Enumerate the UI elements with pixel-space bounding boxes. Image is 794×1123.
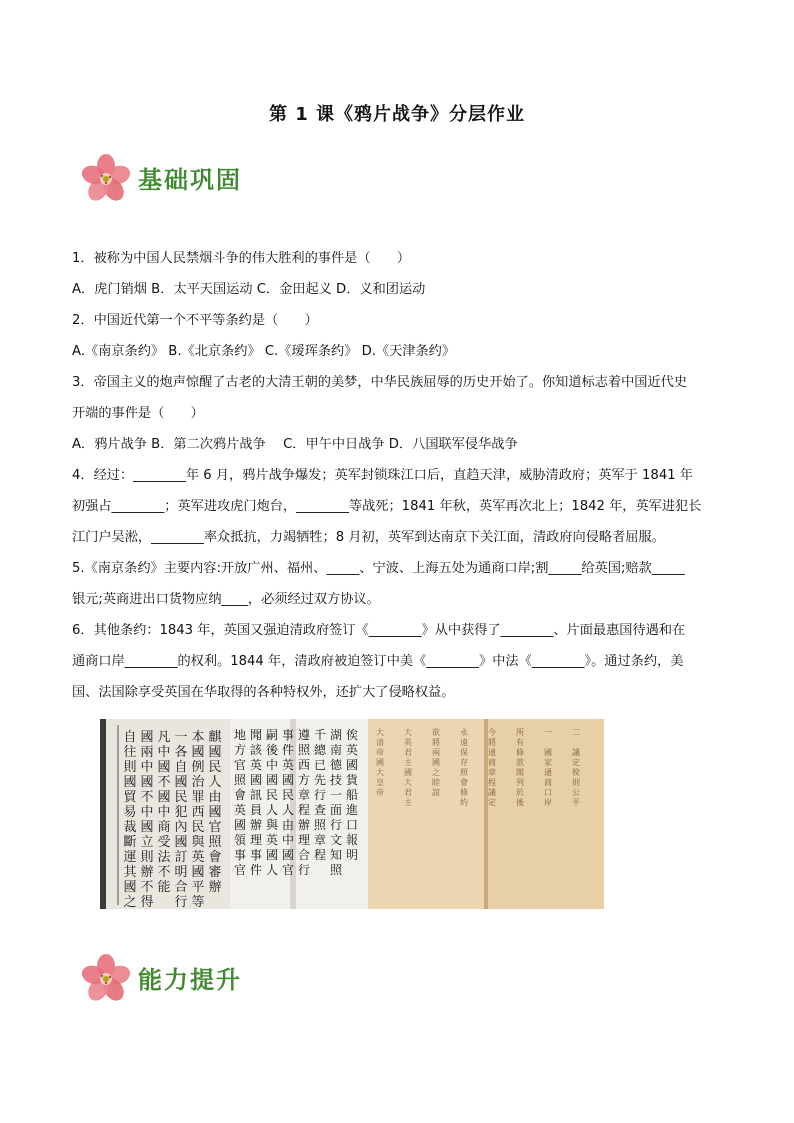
document-glyph: 件 xyxy=(249,863,263,877)
question-3-options: A．鸦片战争 B．第二次鸦片战争 C．甲午中日战争 D．八国联军侵华战争 xyxy=(72,437,518,452)
document-glyph: 國 xyxy=(140,730,154,745)
document-glyph: 文 xyxy=(329,833,343,847)
document-glyph: 後 xyxy=(516,798,524,807)
document-glyph: 照 xyxy=(233,773,247,787)
document-glyph: 人 xyxy=(208,775,222,790)
document-glyph: 章 xyxy=(313,833,327,847)
document-glyph: 中 xyxy=(157,805,171,820)
question-list xyxy=(72,243,732,708)
question-4-line-1: 4．经过：________年 6 月，鸦片战争爆发；英军封锁珠江口后，直趋天津，威胁清政府；英军于 1841 年 xyxy=(72,468,693,483)
document-glyph: 議 xyxy=(572,748,580,757)
document-glyph: 通 xyxy=(544,768,552,777)
document-glyph: 大 xyxy=(376,728,384,737)
document-glyph: 事 xyxy=(249,848,263,862)
document-glyph: 由 xyxy=(208,790,222,805)
document-glyph: 能 xyxy=(157,880,171,895)
document-glyph: 口 xyxy=(345,818,359,832)
document-glyph: 中 xyxy=(140,805,154,820)
document-glyph: 條 xyxy=(516,748,524,757)
document-glyph: 技 xyxy=(329,773,343,787)
document-glyph: 後 xyxy=(265,743,279,757)
document-glyph: 民 xyxy=(174,790,188,805)
document-glyph: 大 xyxy=(376,768,384,777)
question-4-line-2: 初强占________；英军进攻虎门炮台，________等战死；1841 年秋，英军再次北上；1842 年，英军进犯长 xyxy=(72,499,702,514)
document-glyph: 有 xyxy=(516,738,524,747)
document-glyph: 英 xyxy=(281,758,295,772)
document-glyph: 國 xyxy=(174,835,188,850)
document-glyph: 程 xyxy=(297,803,311,817)
document-glyph: 一 xyxy=(329,788,343,802)
document-glyph: 湖 xyxy=(329,728,343,742)
document-glyph: 俟 xyxy=(345,728,359,742)
document-glyph: 英 xyxy=(191,850,205,865)
document-glyph: 條 xyxy=(460,788,468,797)
document-glyph: 中 xyxy=(157,745,171,760)
document-glyph: 商 xyxy=(544,778,552,787)
document-glyph: 員 xyxy=(249,803,263,817)
document-glyph: 章 xyxy=(488,768,496,777)
document-glyph: 南 xyxy=(329,743,343,757)
document-glyph: 國 xyxy=(140,775,154,790)
document-glyph: 船 xyxy=(345,788,359,802)
document-glyph: 易 xyxy=(123,805,137,820)
plum-flower-icon xyxy=(78,950,134,1006)
document-glyph: 與 xyxy=(265,818,279,832)
document-glyph: 稅 xyxy=(572,768,580,777)
document-glyph: 平 xyxy=(572,798,580,807)
document-glyph: 斷 xyxy=(123,835,137,850)
plum-flower-icon xyxy=(78,150,134,206)
document-glyph: 不 xyxy=(157,775,171,790)
document-glyph: 官 xyxy=(233,758,247,772)
document-glyph: 國 xyxy=(157,790,171,805)
question-2: 2．中国近代第一个不平等条约是（ ） xyxy=(72,313,318,328)
document-glyph: 人 xyxy=(281,803,295,817)
document-glyph: 內 xyxy=(174,820,188,835)
document-glyph: 犯 xyxy=(174,805,188,820)
question-2-options: A.《南京条约》 B.《北京条约》 C.《瑷珲条约》 D.《天津条约》 xyxy=(72,344,456,359)
document-glyph: 照 xyxy=(297,743,311,757)
document-glyph: 與 xyxy=(191,835,205,850)
document-glyph: 民 xyxy=(208,760,222,775)
document-glyph: 照 xyxy=(329,863,343,877)
document-glyph: 該 xyxy=(249,743,263,757)
document-glyph: 民 xyxy=(281,788,295,802)
document-glyph: 英 xyxy=(404,738,412,747)
document-glyph: 約 xyxy=(460,798,468,807)
document-glyph: 等 xyxy=(191,895,205,909)
document-glyph: 裁 xyxy=(123,820,137,835)
document-glyph: 國 xyxy=(265,848,279,862)
document-glyph: 程 xyxy=(488,778,496,787)
question-3-line-1: 3．帝国主义的炮声惊醒了古老的大清王朝的美梦，中华民族屈辱的历史开始了。你知道标志着中国近代史 xyxy=(72,375,688,390)
document-glyph: 國 xyxy=(265,773,279,787)
document-glyph: 人 xyxy=(265,803,279,817)
document-glyph: 法 xyxy=(157,850,171,865)
document-glyph: 事 xyxy=(281,728,295,742)
document-glyph: 今 xyxy=(488,728,496,737)
document-glyph: 往 xyxy=(123,745,137,760)
document-glyph: 辦 xyxy=(208,880,222,895)
document-glyph: 聞 xyxy=(249,728,263,742)
section-heading-basic xyxy=(78,150,338,206)
document-glyph: 治 xyxy=(191,775,205,790)
document-glyph: 貿 xyxy=(123,790,137,805)
treaty-photo-right xyxy=(368,719,604,909)
document-glyph: 永 xyxy=(460,728,468,737)
document-glyph: 兩 xyxy=(432,748,440,757)
document-glyph: 國 xyxy=(208,745,222,760)
document-glyph: 總 xyxy=(313,743,327,757)
document-glyph: 面 xyxy=(329,803,343,817)
document-glyph: 皇 xyxy=(376,778,384,787)
document-glyph: 君 xyxy=(404,788,412,797)
document-glyph: 會 xyxy=(208,850,222,865)
document-glyph: 主 xyxy=(404,798,412,807)
document-glyph: 國 xyxy=(404,768,412,777)
document-glyph: 照 xyxy=(208,835,222,850)
document-glyph: 國 xyxy=(233,818,247,832)
document-glyph: 睦 xyxy=(432,778,440,787)
question-1-options: A．虎门销烟 B．太平天国运动 C．金田起义 D．义和团运动 xyxy=(72,282,426,297)
document-glyph: 二 xyxy=(572,728,580,737)
document-glyph: 遠 xyxy=(460,738,468,747)
document-glyph: 本 xyxy=(191,730,205,745)
document-glyph: 領 xyxy=(233,833,247,847)
document-glyph: 列 xyxy=(516,778,524,787)
document-glyph: 報 xyxy=(345,833,359,847)
document-glyph: 先 xyxy=(313,773,327,787)
document-glyph: 罪 xyxy=(191,790,205,805)
question-3-line-2: 开端的事件是（ ） xyxy=(72,406,204,421)
document-glyph: 平 xyxy=(191,880,205,895)
question-6-line-2: 通商口岸________的权利。1844 年，清政府被迫签订中美《________》中法《________》。通过条约，美 xyxy=(72,654,684,669)
document-glyph: 商 xyxy=(488,758,496,767)
question-1: 1．被称为中国人民禁烟斗争的伟大胜利的事件是（ ） xyxy=(72,251,411,266)
document-glyph: 公 xyxy=(572,788,580,797)
document-glyph: 一 xyxy=(544,728,552,737)
document-glyph: 西 xyxy=(191,805,205,820)
document-glyph: 照 xyxy=(460,768,468,777)
document-glyph: 各 xyxy=(174,745,188,760)
document-glyph: 國 xyxy=(432,758,440,767)
section-label: 基础巩固 xyxy=(138,166,242,194)
question-5-line-2: 银元;英商进出口货物应纳____，必须经过双方协议。 xyxy=(72,592,380,607)
document-glyph: 例 xyxy=(191,760,205,775)
document-glyph: 辦 xyxy=(140,865,154,880)
document-glyph: 誼 xyxy=(432,788,440,797)
section-label: 能力提升 xyxy=(138,966,242,994)
document-glyph: 辦 xyxy=(297,818,311,832)
document-glyph: 西 xyxy=(297,758,311,772)
document-glyph: 照 xyxy=(313,818,327,832)
document-glyph: 辦 xyxy=(249,818,263,832)
document-glyph: 嗣 xyxy=(265,728,279,742)
document-glyph: 其 xyxy=(123,865,137,880)
document-glyph: 方 xyxy=(297,773,311,787)
document-glyph: 英 xyxy=(345,743,359,757)
document-glyph: 行 xyxy=(174,895,188,909)
document-glyph: 清 xyxy=(376,738,384,747)
document-glyph: 凡 xyxy=(157,730,171,745)
document-glyph: 已 xyxy=(313,758,327,772)
document-glyph: 行 xyxy=(297,863,311,877)
document-glyph: 國 xyxy=(376,758,384,767)
document-glyph: 大 xyxy=(404,728,412,737)
document-glyph: 國 xyxy=(208,805,222,820)
question-4-line-3: 江门户吴淞，________率众抵抗，力竭牺牲；8 月初，英军到达南京下关江面，清政府向侵略者屈服。 xyxy=(72,530,665,545)
document-glyph: 款 xyxy=(516,758,524,767)
document-glyph: 不 xyxy=(157,865,171,880)
document-glyph: 國 xyxy=(249,773,263,787)
treaty-document-photos xyxy=(100,719,604,909)
section-heading-advanced xyxy=(78,950,338,1006)
document-glyph: 自 xyxy=(174,760,188,775)
document-glyph: 章 xyxy=(297,788,311,802)
document-glyph: 國 xyxy=(345,758,359,772)
question-5-line-1: 5.《南京条约》主要内容:开放广州、福州、_____、宁波、上海五处为通商口岸;割_____给英国;赔款_____ xyxy=(72,561,685,576)
document-glyph: 於 xyxy=(516,788,524,797)
question-6-line-1: 6．其他条约：1843 年，英国又强迫清政府签订《________》从中获得了________、片面最惠国待遇和在 xyxy=(72,623,686,638)
document-glyph: 國 xyxy=(281,848,295,862)
document-glyph: 理 xyxy=(297,833,311,847)
document-glyph: 合 xyxy=(174,880,188,895)
document-glyph: 會 xyxy=(233,788,247,802)
document-glyph: 不 xyxy=(140,790,154,805)
document-glyph: 岸 xyxy=(544,798,552,807)
document-glyph: 國 xyxy=(544,748,552,757)
document-glyph: 件 xyxy=(281,743,295,757)
document-glyph: 則 xyxy=(123,760,137,775)
document-glyph: 開 xyxy=(516,768,524,777)
document-glyph: 所 xyxy=(516,728,524,737)
document-glyph: 官 xyxy=(233,863,247,877)
document-glyph: 立 xyxy=(140,835,154,850)
document-glyph: 國 xyxy=(123,775,137,790)
treaty-photo-left xyxy=(100,719,230,909)
document-glyph: 知 xyxy=(329,848,343,862)
document-glyph: 民 xyxy=(265,788,279,802)
document-glyph: 遵 xyxy=(297,728,311,742)
document-glyph: 地 xyxy=(233,728,247,742)
document-glyph: 麒 xyxy=(208,730,222,745)
document-glyph: 國 xyxy=(191,865,205,880)
document-glyph: 不 xyxy=(140,880,154,895)
document-glyph: 得 xyxy=(140,895,154,909)
document-glyph: 千 xyxy=(313,728,327,742)
document-glyph: 則 xyxy=(572,778,580,787)
document-glyph: 英 xyxy=(233,803,247,817)
document-glyph: 帝 xyxy=(376,788,384,797)
document-glyph: 一 xyxy=(174,730,188,745)
document-glyph: 將 xyxy=(432,738,440,747)
document-glyph: 審 xyxy=(208,865,222,880)
document-glyph: 商 xyxy=(157,820,171,835)
document-glyph: 口 xyxy=(544,788,552,797)
document-glyph: 國 xyxy=(140,820,154,835)
document-glyph: 方 xyxy=(233,743,247,757)
document-glyph: 存 xyxy=(460,758,468,767)
document-glyph: 議 xyxy=(488,788,496,797)
question-6-line-3: 国、法国除享受英国在华取得的各种特权外，还扩大了侵略权益。 xyxy=(72,685,455,700)
document-glyph: 受 xyxy=(157,835,171,850)
document-glyph: 自 xyxy=(123,730,137,745)
document-glyph: 定 xyxy=(488,798,496,807)
document-glyph: 行 xyxy=(313,788,327,802)
document-glyph: 民 xyxy=(191,820,205,835)
document-glyph: 大 xyxy=(404,778,412,787)
document-glyph: 主 xyxy=(404,758,412,767)
document-glyph: 將 xyxy=(488,738,496,747)
document-glyph: 事 xyxy=(233,848,247,862)
document-glyph: 中 xyxy=(140,760,154,775)
document-glyph: 英 xyxy=(265,833,279,847)
document-glyph: 則 xyxy=(140,850,154,865)
document-glyph: 之 xyxy=(432,768,440,777)
document-glyph: 理 xyxy=(249,833,263,847)
document-glyph: 兩 xyxy=(140,745,154,760)
document-glyph: 明 xyxy=(345,848,359,862)
document-glyph: 官 xyxy=(208,820,222,835)
document-glyph: 君 xyxy=(404,748,412,757)
document-glyph: 定 xyxy=(572,758,580,767)
document-glyph: 程 xyxy=(313,848,327,862)
document-glyph: 之 xyxy=(123,895,137,909)
document-glyph: 訂 xyxy=(174,850,188,865)
document-glyph: 帝 xyxy=(376,748,384,757)
document-glyph: 進 xyxy=(345,803,359,817)
document-glyph: 德 xyxy=(329,758,343,772)
page-title: 第 1 课《鸦片战争》分层作业 xyxy=(268,104,526,125)
document-glyph: 國 xyxy=(281,773,295,787)
document-glyph: 人 xyxy=(265,863,279,877)
document-glyph: 欲 xyxy=(432,728,440,737)
document-glyph: 由 xyxy=(281,818,295,832)
document-glyph: 貨 xyxy=(345,773,359,787)
document-glyph: 國 xyxy=(174,775,188,790)
document-glyph: 英 xyxy=(249,758,263,772)
document-glyph: 合 xyxy=(297,848,311,862)
document-glyph: 家 xyxy=(544,758,552,767)
document-glyph: 訊 xyxy=(249,788,263,802)
treaty-photo-middle xyxy=(230,719,368,909)
document-glyph: 中 xyxy=(281,833,295,847)
document-glyph: 運 xyxy=(123,850,137,865)
document-glyph: 國 xyxy=(123,880,137,895)
document-glyph: 官 xyxy=(281,863,295,877)
document-glyph: 國 xyxy=(157,760,171,775)
document-glyph: 明 xyxy=(174,865,188,880)
document-glyph: 國 xyxy=(191,745,205,760)
document-glyph: 會 xyxy=(460,778,468,787)
document-glyph: 行 xyxy=(329,818,343,832)
document-glyph: 查 xyxy=(313,803,327,817)
document-glyph: 保 xyxy=(460,748,468,757)
document-glyph: 通 xyxy=(488,748,496,757)
document-glyph: 中 xyxy=(265,758,279,772)
